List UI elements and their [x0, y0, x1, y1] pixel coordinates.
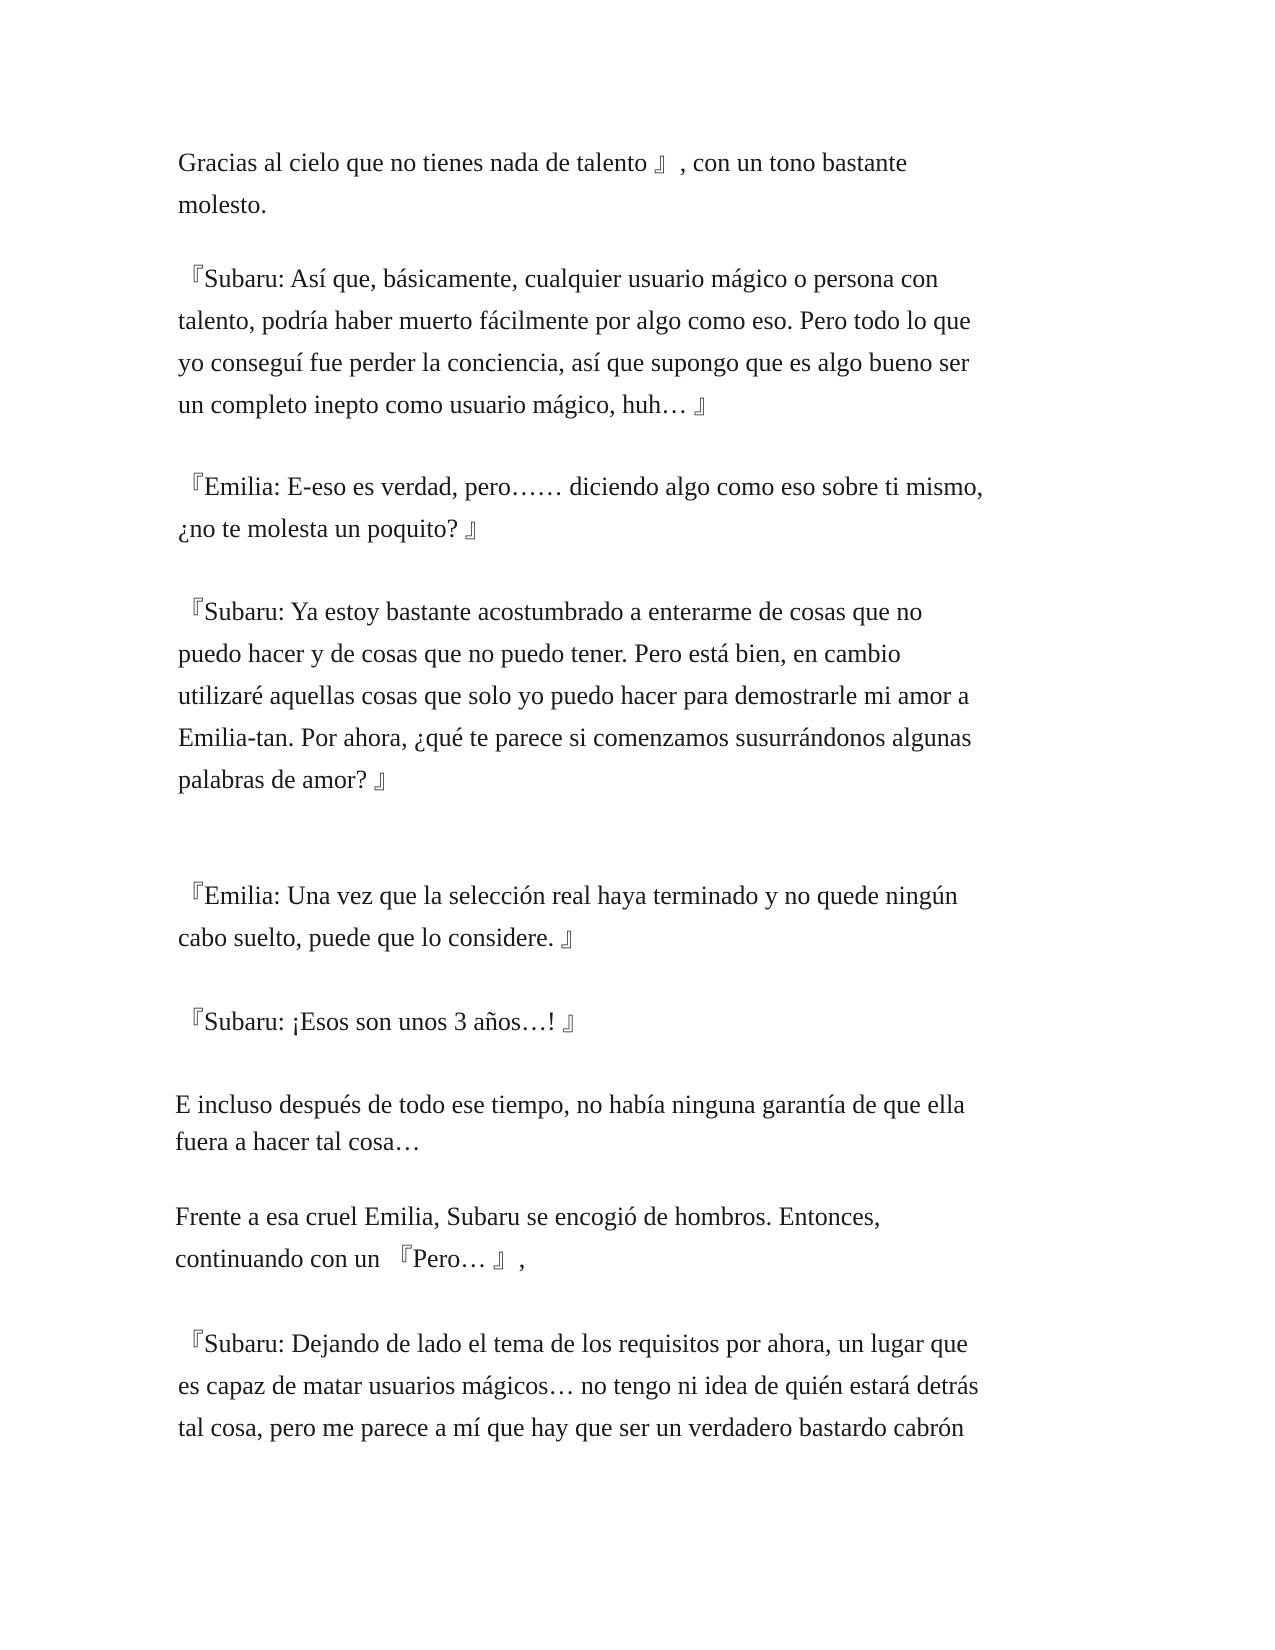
text-line: 『Emilia: Una vez que la selección real haya terminado y no quede ningún [178, 881, 958, 910]
text-line: un completo inepto como usuario mágico, huh… 』 [178, 390, 720, 419]
text-line: cabo suelto, puede que lo considere. 』 [178, 923, 587, 952]
text-line: Frente a esa cruel Emilia, Subaru se encogió de hombros. Entonces, [175, 1202, 881, 1231]
text-line: 『Subaru: Ya estoy bastante acostumbrado a enterarme de cosas que no [178, 597, 923, 626]
text-line: palabras de amor? 』 [178, 765, 400, 794]
paragraph-narration-guarantee [175, 1084, 1095, 1158]
text-line: Gracias al cielo que no tienes nada de talento 』, con un tono bastante [178, 148, 908, 177]
paragraph-narration-intro [178, 142, 1098, 226]
text-line: E incluso después de todo ese tiempo, no había ninguna garantía de que ella [175, 1090, 965, 1119]
text-line: continuando con un 『Pero… 』, [175, 1244, 526, 1273]
paragraph-dialogue-subaru-2 [178, 591, 1098, 801]
text-line: es capaz de matar usuarios mágicos… no tengo ni idea de quién estará detrás [178, 1371, 979, 1400]
paragraph-dialogue-subaru-4 [178, 1323, 1098, 1449]
text-line: 『Emilia: E-eso es verdad, pero…… diciendo algo como eso sobre ti mismo, [178, 472, 984, 501]
text-line: Emilia-tan. Por ahora, ¿qué te parece si comenzamos susurrándonos algunas [178, 723, 972, 752]
paragraph-narration-shrug [175, 1196, 1095, 1280]
paragraph-dialogue-subaru-3 [178, 1001, 1098, 1043]
text-line: talento, podría haber muerto fácilmente por algo como eso. Pero todo lo que [178, 306, 971, 335]
text-line: yo conseguí fue perder la conciencia, así que supongo que es algo bueno ser [178, 348, 970, 377]
text-line: ¿no te molesta un poquito? 』 [178, 514, 491, 543]
text-line: utilizaré aquellas cosas que solo yo puedo hacer para demostrarle mi amor a [178, 681, 970, 710]
text-line: 『Subaru: ¡Esos son unos 3 años…! 』 [178, 1007, 589, 1036]
text-line: fuera a hacer tal cosa… [175, 1127, 421, 1156]
text-line: puedo hacer y de cosas que no puedo tener. Pero está bien, en cambio [178, 639, 901, 668]
paragraph-dialogue-subaru-1 [178, 258, 1098, 426]
text-line: molesto. [178, 190, 267, 219]
paragraph-dialogue-emilia-1 [178, 466, 1098, 550]
text-line: tal cosa, pero me parece a mí que hay que ser un verdadero bastardo cabrón [178, 1413, 965, 1442]
text-line: 『Subaru: Dejando de lado el tema de los requisitos por ahora, un lugar que [178, 1329, 968, 1358]
paragraph-dialogue-emilia-2 [178, 875, 1098, 959]
text-line: 『Subaru: Así que, básicamente, cualquier usuario mágico o persona con [178, 264, 939, 293]
